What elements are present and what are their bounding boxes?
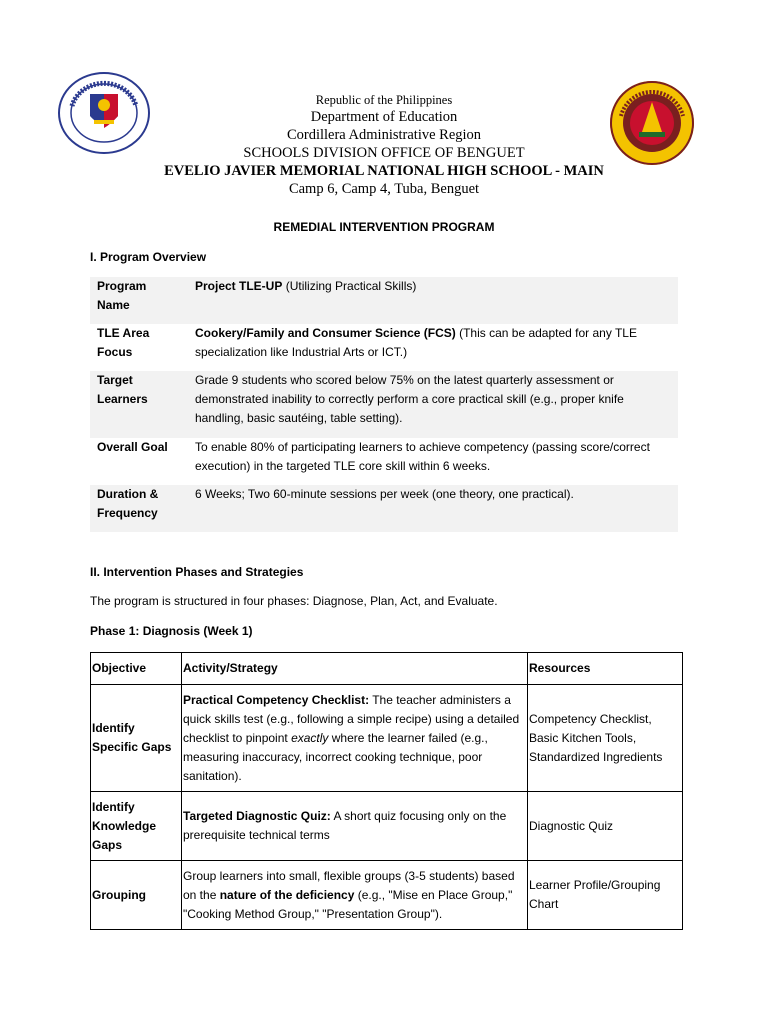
document-title: REMEDIAL INTERVENTION PROGRAM [273,220,495,234]
overview-value-text: (Utilizing Practical Skills) [282,279,417,293]
activity-bold: Practical Competency Checklist: [183,692,370,707]
overview-key: TLE Area Focus [97,326,150,359]
activity-text: A short quiz focusing only on the prerequisite technical terms [183,809,507,842]
table-row [90,324,678,371]
school-name: EVELIO JAVIER MEMORIAL NATIONAL HIGH SCHOOL - MAIN [164,163,604,179]
overview-value [188,277,678,324]
table-row [91,792,683,861]
table-row [90,438,678,485]
resources-cell: Competency Checklist, Basic Kitchen Tools, Standardized Ingredients [528,685,683,792]
table-row [90,277,678,324]
activity-text: where the learner failed (e.g., measuring inaccuracy, incorrect cooking technique, poor sanitation). [183,730,488,783]
activity-cell [182,792,528,861]
column-header: Activity/Strategy [182,653,528,685]
table-row [90,485,678,532]
overview-value-text: To enable 80% of participating learners to achieve competency (passing score/correct execution) in the targeted TLE core skill within 6 weeks. [195,440,650,473]
objective-cell: Identify Knowledge Gaps [91,792,182,861]
table-row [90,371,678,438]
activity-text: (e.g., "Mise en Place Group," "Cooking Method Group," "Presentation Group"). [183,887,513,921]
column-header: Resources [528,653,683,685]
region-line: Cordillera Administrative Region [286,127,482,143]
overview-value [188,371,678,438]
activity-text: The teacher administers a quick skills test (e.g., following a simple recipe) using a detailed checklist to pinpoint [183,692,520,745]
activity-emphasis: exactly [291,730,329,745]
overview-value-bold: Project TLE-UP [195,279,283,293]
overview-key: Duration & Frequency [90,485,188,532]
activity-bold: nature of the deficiency [219,887,355,902]
table-row [91,861,683,930]
phase1-heading: Phase 1: Diagnosis (Week 1) [90,624,253,638]
overview-key: Overall Goal [97,440,168,454]
section-heading-overview: I. Program Overview [90,250,207,264]
activity-text: Group learners into small, flexible groups (3-5 students) based on the [183,868,515,902]
resources-cell: Diagnostic Quiz [528,792,683,861]
activity-bold: Targeted Diagnostic Quiz: [183,809,331,823]
school-address: Camp 6, Camp 4, Tuba, Benguet [288,181,480,197]
table-header-row [91,653,683,685]
overview-value-text: Grade 9 students who scored below 75% on the latest quarterly assessment or demonstrated inability to correctly perform a core practical skill (e.g., proper knife handling, basic sautéing, table setting). [195,373,624,425]
overview-value-text: 6 Weeks; Two 60-minute sessions per week (one theory, one practical). [195,487,574,501]
republic-line: Republic of the Philippines [315,93,453,107]
overview-value-text: (This can be adapted for any TLE specialization like Industrial Arts or ICT.) [195,326,637,359]
overview-value [188,438,678,485]
objective-cell: Grouping [91,861,182,930]
activity-cell [182,685,528,792]
division-line: SCHOOLS DIVISION OFFICE OF BENGUET [243,145,525,161]
section-intro: The program is structured in four phases: Diagnose, Plan, Act, and Evaluate. [90,594,498,608]
objective-cell: Identify Specific Gaps [91,685,182,792]
section-heading-phases: II. Intervention Phases and Strategies [90,565,304,579]
column-header: Objective [91,653,182,685]
overview-key: Program Name [90,277,188,324]
activity-cell [182,861,528,930]
resources-cell: Learner Profile/Grouping Chart [528,861,683,930]
department-line: Department of Education [310,109,458,125]
program-overview-table [90,277,678,532]
overview-value [188,324,678,371]
table-row [91,685,683,792]
overview-key: Target Learners [90,371,188,438]
letterhead [0,92,768,198]
phase1-table [90,652,683,930]
overview-value-bold: Cookery/Family and Consumer Science (FCS) [195,326,456,340]
overview-value [188,485,678,532]
